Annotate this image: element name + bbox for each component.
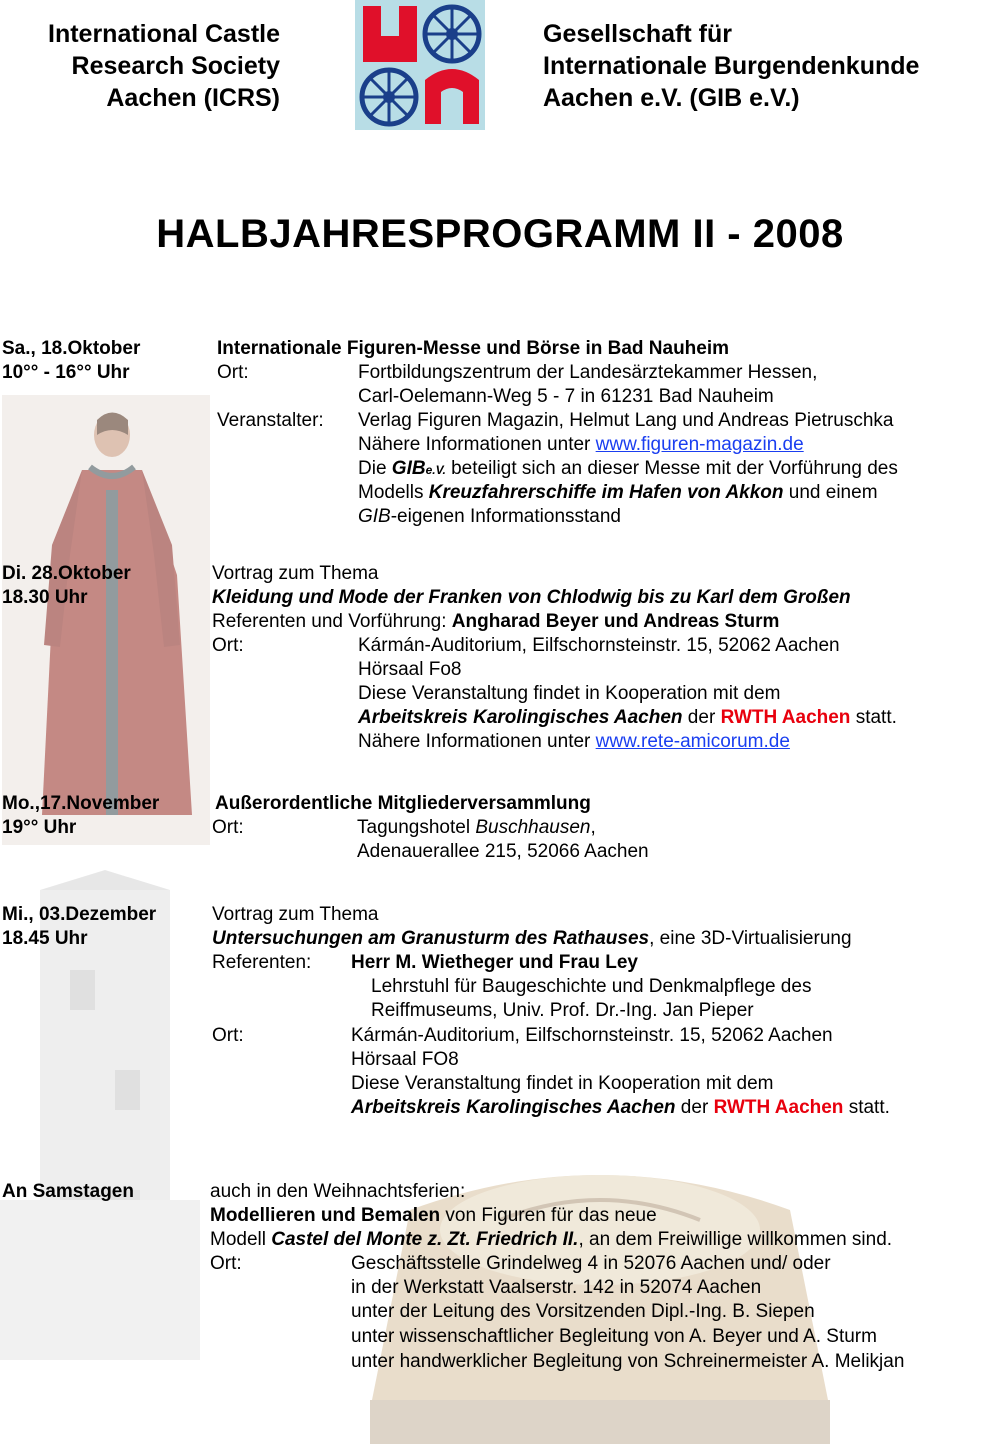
costume-figure-photo [2, 395, 210, 845]
event-4-ort-label: Ort: [212, 1025, 244, 1046]
event-3-date: Mo.,17.November [2, 793, 160, 814]
event-5-line [210, 1228, 892, 1252]
event-1-note-line [358, 505, 621, 529]
header-left-line: International Castle [48, 20, 280, 48]
event-1-info [358, 433, 804, 457]
text: , [590, 817, 596, 838]
gib-abbrev: GIB [358, 506, 391, 527]
event-2-intro: Vortrag zum Thema [212, 563, 379, 584]
text: von Figuren für das neue [440, 1205, 657, 1226]
text: Modells [358, 482, 429, 503]
working-group: Arbeitskreis Karolingisches Aachen [358, 707, 683, 728]
text: -eigenen Informationsstand [390, 506, 621, 527]
rete-amicorum-link[interactable]: www.rete-amicorum.de [595, 731, 790, 752]
event-3-ort-line [357, 816, 596, 840]
event-4-date: Mi., 03.Dezember [2, 904, 157, 925]
event-2-ort-line: Hörsaal Fo8 [358, 659, 462, 680]
event-5-ort-line: unter der Leitung des Vorsitzenden Dipl.-Ing. B. Siepen [351, 1301, 815, 1322]
event-5-ort-line: unter handwerklicher Begleitung von Schreinermeister A. Melikjan [351, 1351, 905, 1372]
event-3-time: 19°° Uhr [2, 817, 77, 838]
event-3-ort-label: Ort: [212, 817, 244, 838]
event-4-speaker-affil: Reiffmuseums, Univ. Prof. Dr.-Ing. Jan Pieper [371, 1000, 754, 1021]
event-5-ort-line: unter wissenschaftlicher Begleitung von A. Beyer und A. Sturm [351, 1326, 877, 1347]
text: , eine 3D-Virtualisierung [649, 928, 852, 949]
event-1-note-line [358, 457, 898, 482]
text: statt. [843, 1097, 890, 1118]
event-4-topic [212, 927, 852, 951]
text: beteiligt sich an dieser Messe mit der Vorführung des [445, 458, 898, 479]
event-3-title: Außerordentliche Mitgliederversammlung [215, 793, 591, 814]
event-1-date: Sa., 18.Oktober [2, 338, 141, 359]
figuren-magazin-link[interactable]: www.figuren-magazin.de [595, 434, 804, 455]
event-4-time: 18.45 Uhr [2, 928, 88, 949]
label: Referenten und Vorführung: [212, 611, 452, 632]
header-right-line: Internationale Burgendenkunde [543, 52, 920, 80]
info-prefix: Nähere Informationen unter [358, 434, 596, 455]
event-4-ort-line: Kármán-Auditorium, Eilfschornsteinstr. 15, 52062 Aachen [351, 1025, 833, 1046]
text: der [682, 707, 721, 728]
event-1-note-line [358, 481, 878, 505]
info-prefix: Nähere Informationen unter [358, 731, 596, 752]
event-4-ort-line: Hörsaal FO8 [351, 1049, 459, 1070]
event-1-title: Internationale Figuren-Messe und Börse in Bad Nauheim [217, 338, 730, 359]
event-2-coop-line [358, 706, 897, 730]
model-name: Castel del Monte z. Zt. Friedrich II. [271, 1229, 579, 1250]
event-1-ort-line: Carl-Oelemann-Weg 5 - 7 in 61231 Bad Nauheim [358, 386, 774, 407]
speaker-names: Angharad Beyer und Andreas Sturm [451, 611, 780, 632]
event-4-speaker-names: Herr M. Wietheger und Frau Ley [351, 952, 638, 973]
header-left-line: Research Society [71, 52, 280, 80]
event-4-speaker-affil: Lehrstuhl für Baugeschichte und Denkmalpflege des [371, 976, 812, 997]
text: Die [358, 458, 392, 479]
event-2-ort-line: Kármán-Auditorium, Eilfschornsteinstr. 15, 52062 Aachen [358, 635, 840, 656]
event-2-time: 18.30 Uhr [2, 587, 88, 608]
rwth-name: RWTH Aachen [720, 707, 851, 728]
event-2-info [358, 730, 790, 754]
event-1-time: 10°° - 16°° Uhr [2, 362, 130, 383]
society-name-en [0, 18, 280, 114]
page-title: HALBJAHRESPROGRAMM II - 2008 [156, 212, 844, 256]
event-2-date: Di. 28.Oktober [2, 563, 131, 584]
event-3-ort-line: Adenauerallee 215, 52066 Aachen [357, 841, 649, 862]
event-4-intro: Vortrag zum Thema [212, 904, 379, 925]
event-4-coop: Diese Veranstaltung findet in Kooperation mit dem [351, 1073, 774, 1094]
ev-suffix: e.V. [425, 463, 446, 477]
header-left-line: Aachen (ICRS) [106, 84, 280, 112]
event-1-ort-label: Ort: [217, 362, 249, 383]
event-5-line [210, 1204, 657, 1228]
event-2-topic: Kleidung und Mode der Franken von Chlodwig bis zu Karl dem Großen [212, 587, 851, 608]
event-2-coop: Diese Veranstaltung findet in Kooperation mit dem [358, 683, 781, 704]
model-name: Kreuzfahrerschiffe im Hafen von Akkon [428, 482, 784, 503]
event-5-ort-line: Geschäftsstelle Grindelweg 4 in 52076 Aachen und/ oder [351, 1253, 831, 1274]
event-2-speakers [212, 610, 779, 634]
event-5-ort-line: in der Werkstatt Vaalserstr. 142 in 52074 Aachen [351, 1277, 762, 1298]
activity: Modellieren und Bemalen [210, 1205, 441, 1226]
event-1-organizer-label: Veranstalter: [217, 410, 324, 431]
gib-logo [355, 0, 485, 130]
event-1-organizer: Verlag Figuren Magazin, Helmut Lang und Andreas Pietruschka [358, 410, 894, 431]
society-name-de [543, 18, 993, 114]
header-right-line: Aachen e.V. (GIB e.V.) [543, 84, 800, 112]
text: statt. [850, 707, 897, 728]
event-5-ort-label: Ort: [210, 1253, 242, 1274]
text: und einem [783, 482, 878, 503]
event-5-date: An Samstagen [2, 1181, 134, 1202]
topic-title: Untersuchungen am Granusturm des Rathauses [212, 928, 650, 949]
header-right-line: Gesellschaft für [543, 20, 732, 48]
event-1-ort-line: Fortbildungszentrum der Landesärztekammer Hessen, [358, 362, 818, 383]
hotel-name: Buschhausen [475, 817, 591, 838]
gib-abbrev: GIB [391, 458, 426, 479]
text: Tagungshotel [357, 817, 476, 838]
text: Modell [210, 1229, 272, 1250]
working-group: Arbeitskreis Karolingisches Aachen [351, 1097, 676, 1118]
event-4-coop-line [351, 1096, 890, 1120]
event-5-line: auch in den Weihnachtsferien: [210, 1181, 466, 1202]
text: , an dem Freiwillige willkommen sind. [578, 1229, 893, 1250]
text: der [675, 1097, 714, 1118]
event-4-speakers-label: Referenten: [212, 952, 312, 973]
rwth-name: RWTH Aachen [713, 1097, 844, 1118]
event-2-ort-label: Ort: [212, 635, 244, 656]
